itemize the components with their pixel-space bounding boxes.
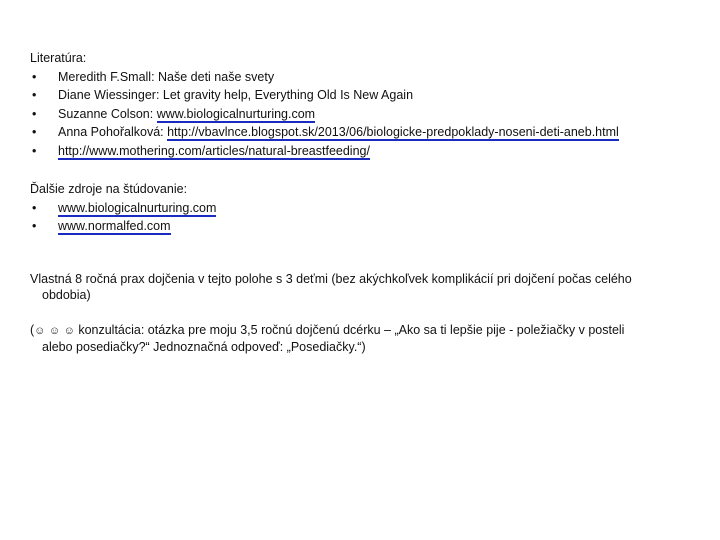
consultation-paragraph [30, 322, 710, 355]
smiley-icon: ☺ [34, 325, 46, 337]
bullet: • [32, 69, 37, 84]
sources-section [30, 180, 700, 236]
literature-item [30, 105, 700, 124]
bullet: • [32, 143, 37, 158]
literature-item [30, 86, 700, 105]
literature-item-text [58, 123, 700, 142]
normalfed-link[interactable]: www.normalfed.com [58, 219, 171, 233]
literature-item-label: Suzanne Colson: [58, 106, 157, 121]
open-paren: ( [30, 323, 35, 337]
consultation-line [30, 322, 710, 339]
consultation-line: alebo posediačky?“ Jednoznačná odpoveď: „Posediačky.“) [42, 340, 366, 354]
literature-item-text: Meredith F.Small: Naše deti naše svety [58, 69, 275, 84]
smiley-icon: ☺ [48, 325, 61, 337]
bullet: • [32, 200, 37, 215]
bullet: • [32, 88, 37, 102]
sources-item [30, 217, 700, 236]
vbavlnce-blog-link[interactable]: http://vbavlnce.blogspot.sk/2013/06/biologicke-predpoklady-noseni-deti-aneb.html [167, 125, 619, 139]
experience-paragraph [30, 271, 710, 303]
sources-item-text [58, 199, 700, 218]
experience-line: Vlastná 8 ročná prax dojčenia v tejto polohe s 3 deťmi (bez akýchkoľvek komplikácií pri dojčení počas celého [30, 272, 632, 286]
biologicalnurturing-link[interactable]: www.biologicalnurturing.com [156, 106, 316, 121]
literature-item [30, 68, 700, 87]
sources-item-text [58, 217, 700, 236]
bullet: • [32, 125, 37, 139]
literature-item-text [58, 105, 700, 124]
consultation-text: konzultácia: otázka pre moju 3,5 ročnú dojčenú dcérku – „Ako sa ti lepšie pije - poležiačky v posteli [78, 323, 625, 337]
sources-item [30, 199, 700, 218]
bullet: • [32, 219, 37, 233]
literature-item-text [58, 142, 700, 161]
sources-heading: Ďalšie zdroje na štúdovanie: [30, 182, 188, 196]
literature-item-label: Anna Pohořalková: [58, 125, 168, 139]
literature-item-text: Diane Wiessinger: Let gravity help, Everything Old Is New Again [58, 88, 414, 102]
smiley-icon: ☺ [63, 325, 75, 337]
literature-heading: Literatúra: [30, 51, 87, 65]
bullet: • [32, 106, 37, 121]
literature-item [30, 142, 700, 161]
experience-line: obdobia) [42, 288, 91, 302]
literature-item [30, 123, 700, 142]
mothering-link[interactable]: http://www.mothering.com/articles/natural-breastfeeding/ [58, 143, 370, 158]
biologicalnurturing-source-link[interactable]: www.biologicalnurturing.com [58, 200, 217, 215]
literature-section [30, 49, 700, 160]
